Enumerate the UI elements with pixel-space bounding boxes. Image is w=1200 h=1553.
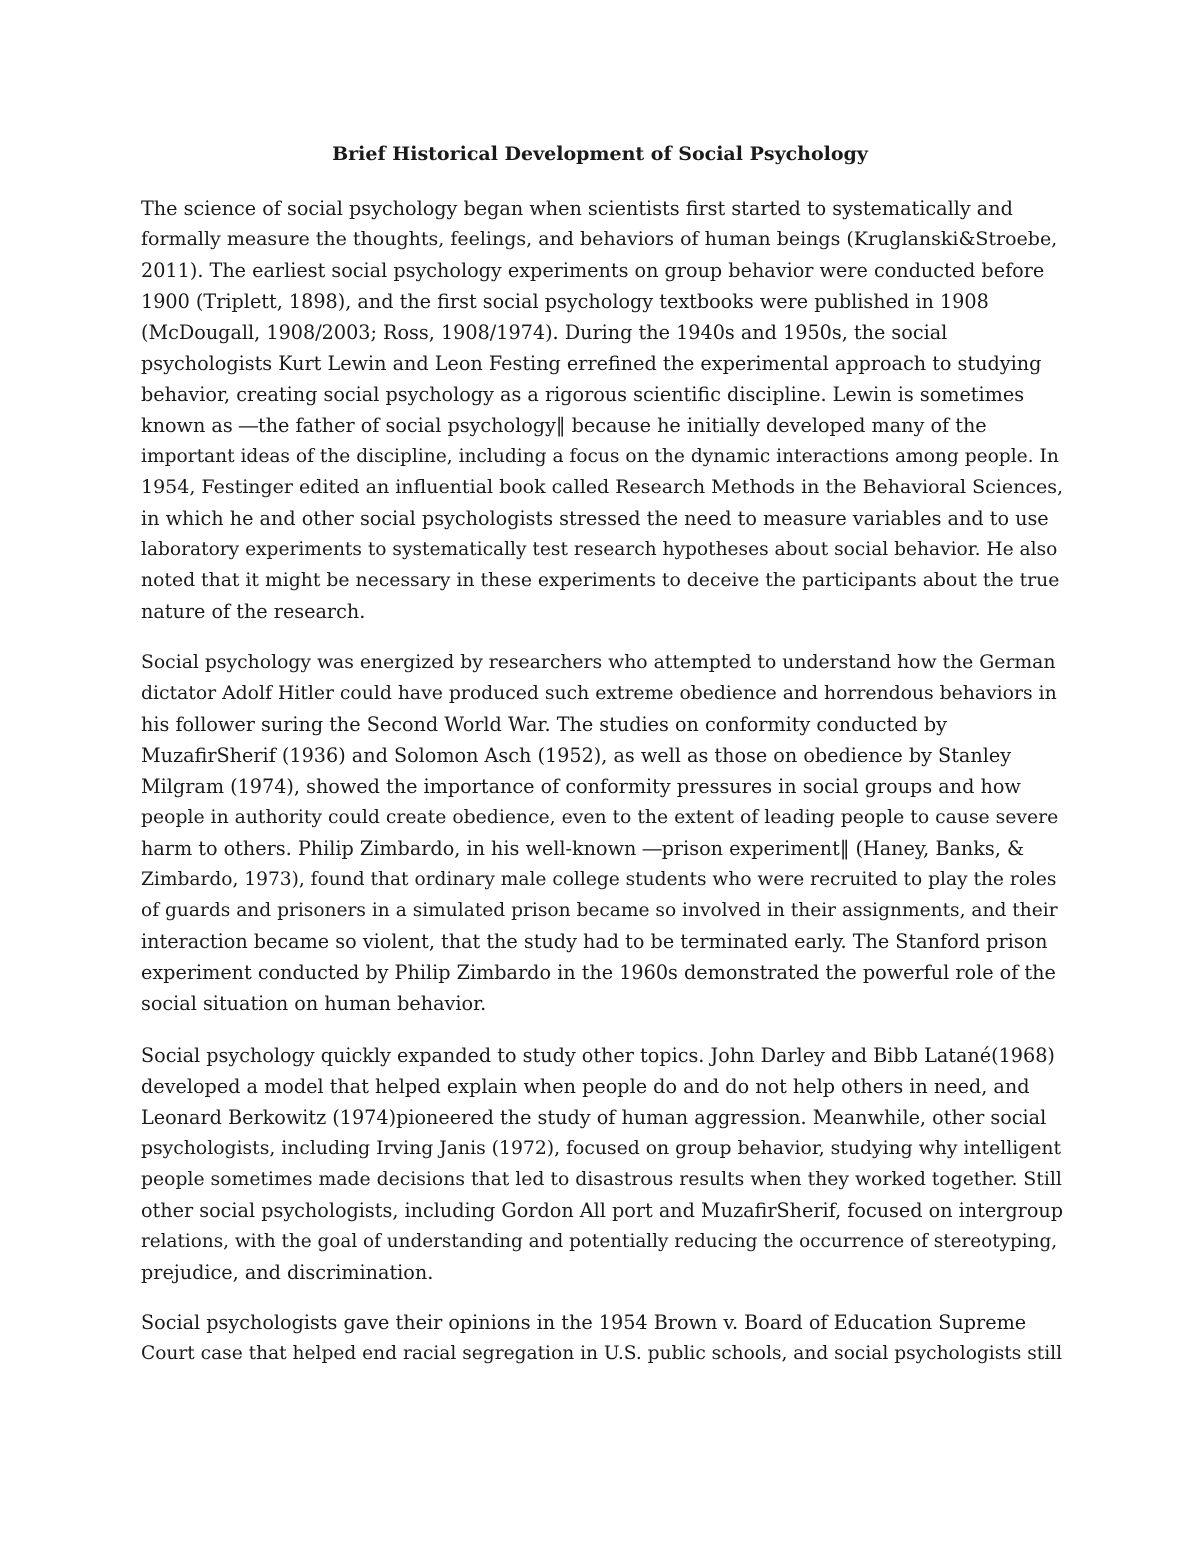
text-line: 2011). The earliest social psychology experiments on group behavior were conducted before (141, 259, 1045, 282)
paragraph-2 (141, 647, 1063, 1019)
text-line: laboratory experiments to systematically test research hypotheses about social behavior. He also (141, 539, 1058, 560)
text-line: other social psychologists, including Gordon All port and MuzafirSherif, focused on intergroup (141, 1199, 1064, 1222)
text-line: in which he and other social psychologists stressed the need to measure variables and to use (141, 507, 1049, 530)
text-line: Milgram (1974), showed the importance of conformity pressures in social groups and how (141, 775, 1021, 798)
document-title: Brief Historical Development of Social Psychology (332, 143, 868, 165)
text-line: people in authority could create obedience, even to the extent of leading people to cause severe (141, 807, 1059, 828)
text-line: interaction became so violent, that the study had to be terminated early. The Stanford prison (141, 930, 1048, 953)
paragraph-4 (141, 1307, 1063, 1369)
text-line: harm to others. Philip Zimbardo, in his well-known ―prison experiment‖ (Haney, Banks, & (141, 837, 1025, 860)
text-line: psychologists Kurt Lewin and Leon Festing errefined the experimental approach to studying (141, 352, 1042, 375)
text-line: relations, with the goal of understanding and potentially reducing the occurrence of stereotyping, (141, 1231, 1058, 1252)
text-line: dictator Adolf Hitler could have produced such extreme obedience and horrendous behaviors in (141, 683, 1057, 704)
text-line: noted that it might be necessary in these experiments to deceive the participants about the true (141, 570, 1060, 591)
text-line: people sometimes made decisions that led to disastrous results when they worked together. Still (141, 1169, 1062, 1190)
text-line: MuzafirSherif (1936) and Solomon Asch (1952), as well as those on obedience by Stanley (141, 744, 1012, 767)
text-line: 1900 (Triplett, 1898), and the first social psychology textbooks were published in 1908 (141, 290, 989, 313)
text-line: experiment conducted by Philip Zimbardo in the 1960s demonstrated the powerful role of the (141, 961, 1056, 984)
text-line: 1954, Festinger edited an influential book called Research Methods in the Behavioral Sciences, (141, 476, 1064, 498)
text-line: known as ―the father of social psychology‖ because he initially developed many of the (141, 414, 987, 437)
text-line: psychologists, including Irving Janis (1972), focused on group behavior, studying why intelligent (141, 1138, 1061, 1159)
text-line: developed a model that helped explain when people do and do not help others in need, and (141, 1075, 1030, 1098)
text-line: Court case that helped end racial segregation in U.S. public schools, and social psychologists still (141, 1343, 1063, 1364)
text-line: his follower suring the Second World War. The studies on conformity conducted by (141, 713, 948, 736)
paragraph-3 (141, 1040, 1063, 1288)
text-line: formally measure the thoughts, feelings, and behaviors of human beings (Kruglanski&Stroebe, (141, 228, 1058, 250)
text-line: Zimbardo, 1973), found that ordinary male college students who were recruited to play the roles (141, 869, 1057, 890)
text-line: Leonard Berkowitz (1974)pioneered the study of human aggression. Meanwhile, other social (141, 1106, 1047, 1129)
text-line: nature of the research. (141, 600, 366, 623)
text-line: important ideas of the discipline, including a focus on the dynamic interactions among people. In (141, 446, 1059, 467)
text-line: Social psychologists gave their opinions in the 1954 Brown v. Board of Education Supreme (141, 1311, 1027, 1334)
text-line: Social psychology quickly expanded to study other topics. John Darley and Bibb Latané(1968) (141, 1044, 1055, 1067)
text-line: behavior, creating social psychology as a rigorous scientific discipline. Lewin is sometimes (141, 383, 1025, 406)
text-line: (McDougall, 1908/2003; Ross, 1908/1974). During the 1940s and 1950s, the social (141, 321, 948, 344)
paragraph-1 (141, 193, 1063, 627)
text-line: of guards and prisoners in a simulated prison became so involved in their assignments, and their (141, 900, 1058, 921)
text-line: The science of social psychology began when scientists first started to systematically and (141, 197, 1013, 220)
text-line: Social psychology was energized by researchers who attempted to understand how the German (141, 652, 1056, 673)
text-line: prejudice, and discrimination. (141, 1261, 434, 1284)
text-line: social situation on human behavior. (141, 992, 487, 1015)
